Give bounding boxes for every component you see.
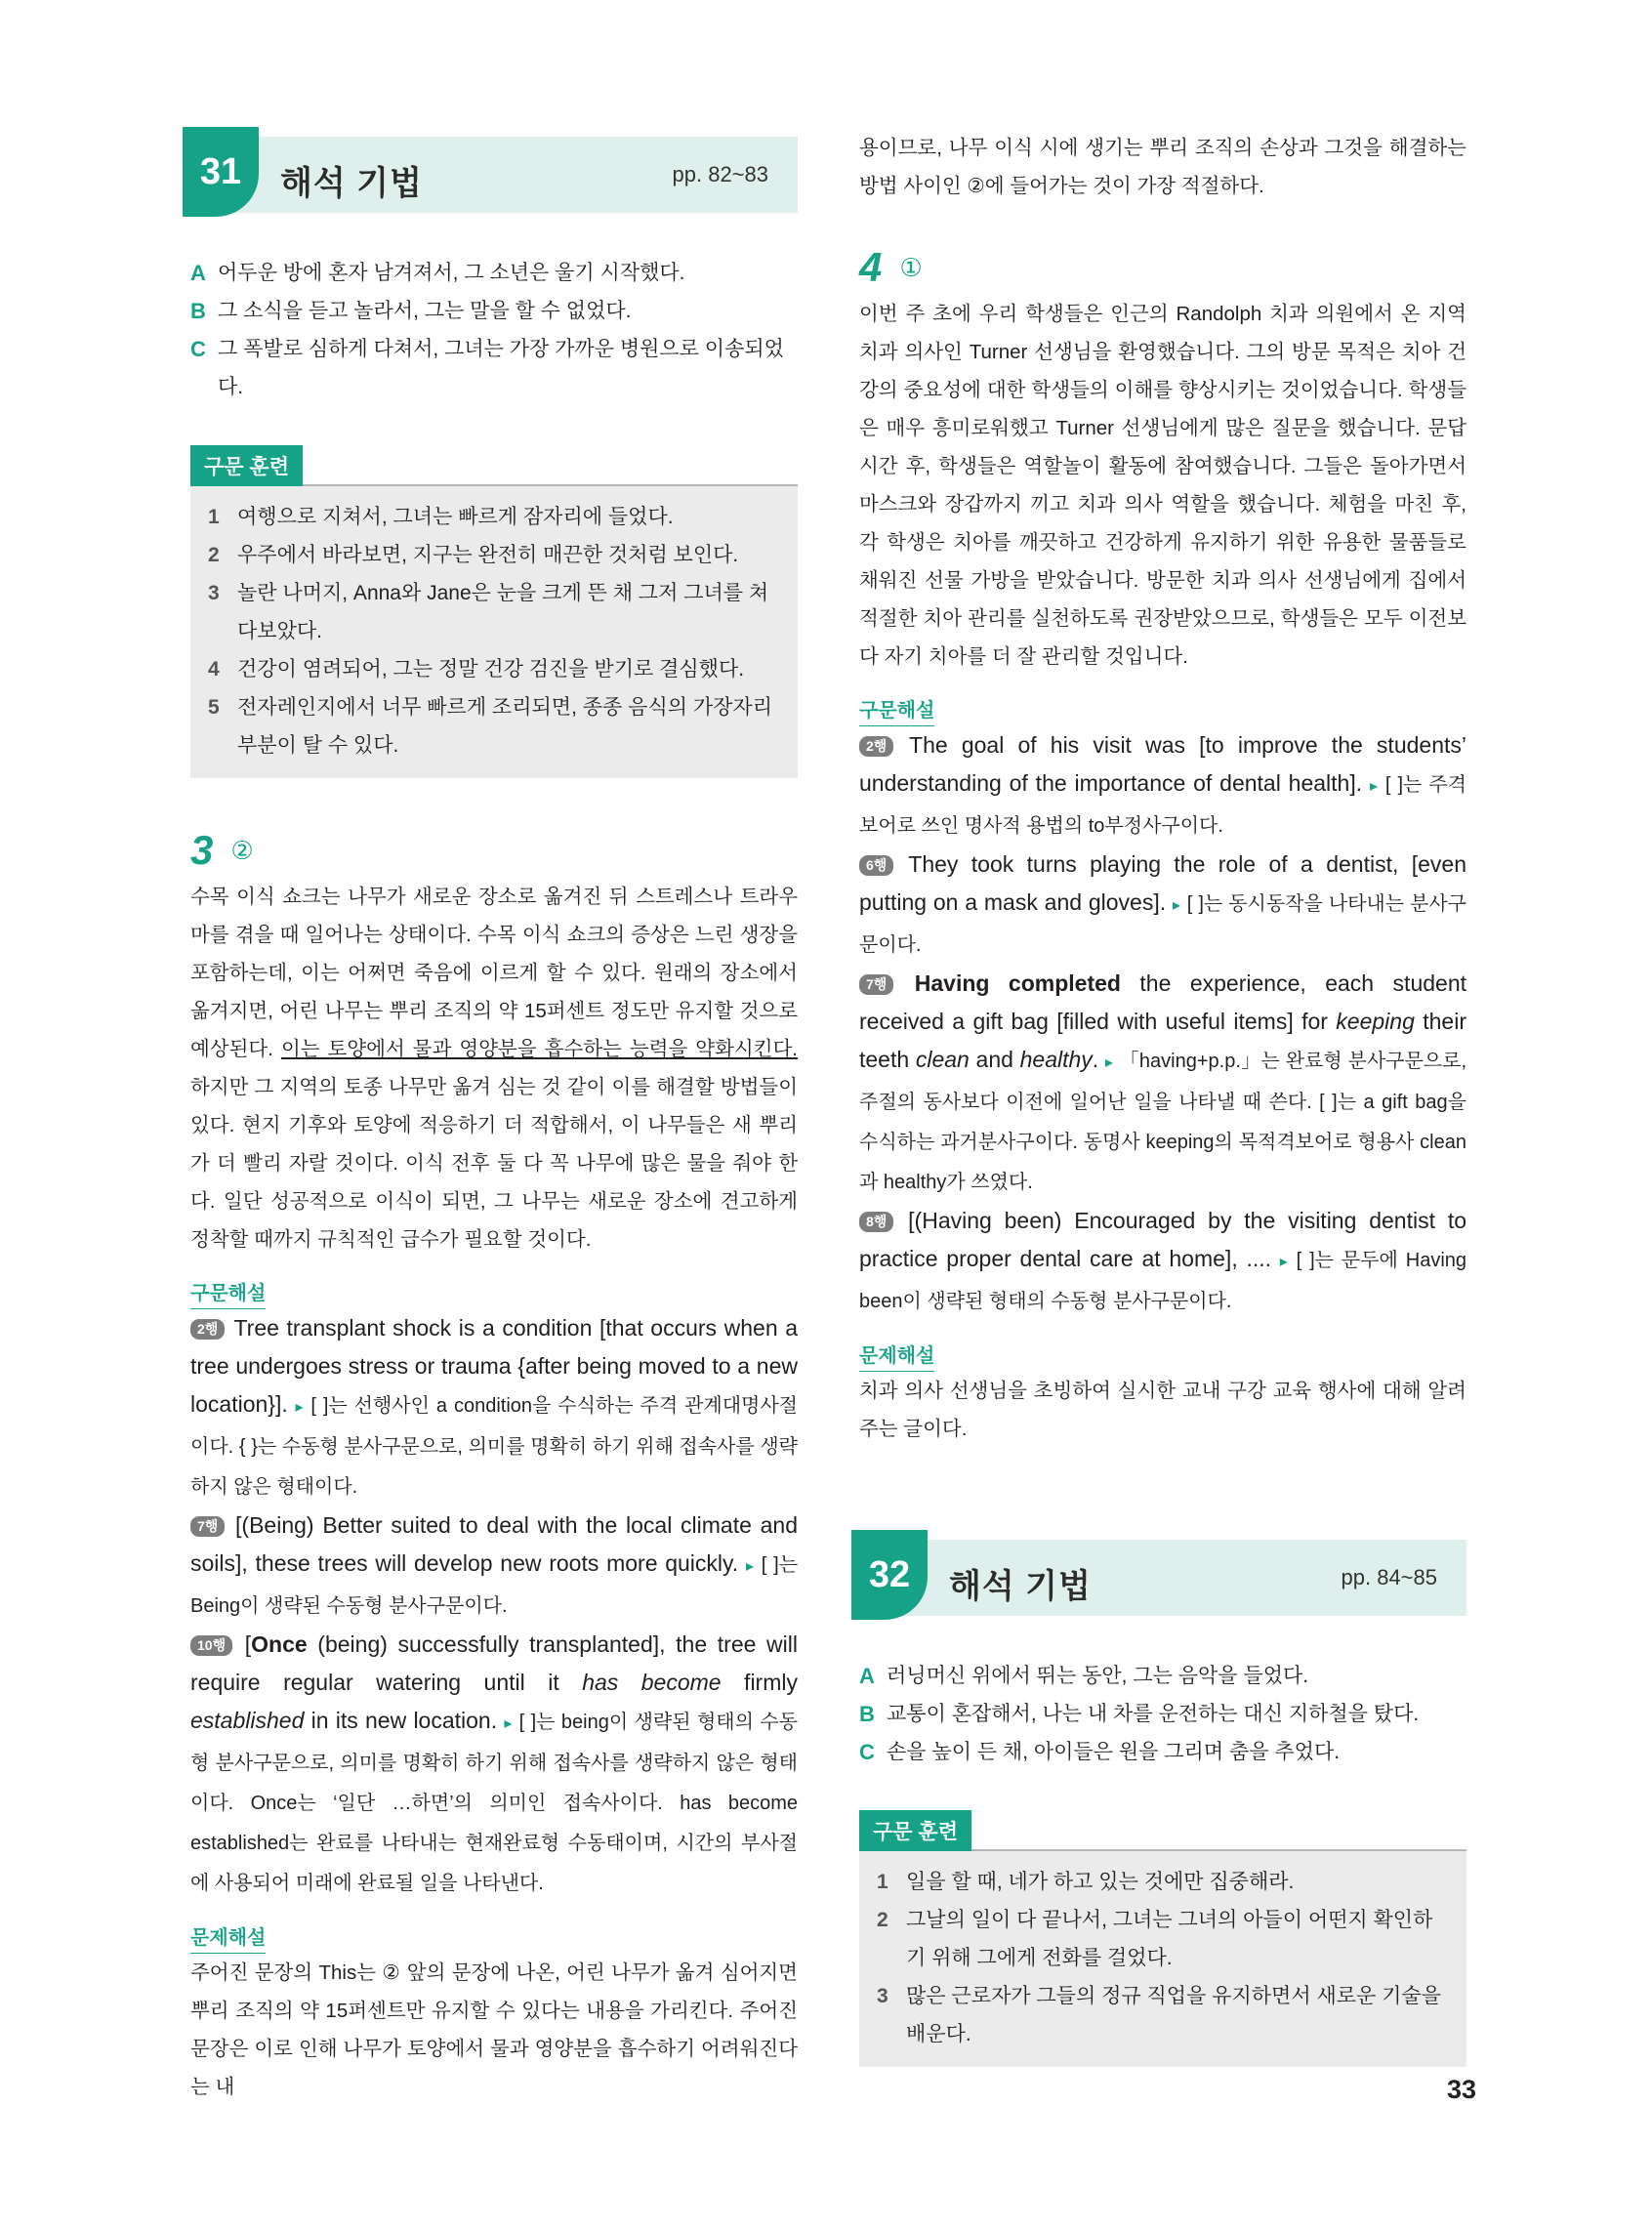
train-item: 2 그날의 일이 다 끝나서, 그녀는 그녀의 아들이 어떤지 확인하기 위해 그에게 전화를 걸었다. [877, 1909, 1433, 1969]
line-badge: 7행 [859, 974, 893, 995]
abc-item: C 손을 높이 든 채, 아이들은 원을 그리며 춤을 추었다. [859, 1740, 1341, 1764]
triangle-icon: ▸ [1279, 1254, 1288, 1270]
line-badge: 10행 [190, 1635, 232, 1656]
abc-item: A 어두운 방에 혼자 남겨져서, 그 소년은 울기 시작했다. [190, 261, 685, 285]
abc-list [859, 1657, 1466, 1771]
triangle-icon: ▸ [504, 1715, 513, 1732]
translation-paragraph: 이번 주 초에 우리 학생들은 인근의 Randolph 치과 의원에서 온 지역 치과 의사인 Turner 선생님을 환영했습니다. 그의 방문 목적은 치아 건강의 중요성에 대한 학생들의 이해를 향상시키는 것이었습니다. 학생들은 매우 흥미로워했고 Turner 선생님에게 많은 질문을 했습니다. 문답 시간 후, 학생들은 역할놀이 활동에 참여했습니다. 그들은 돌아가면서 마스크와 장갑까지 끼고 치과 의사 역할을 했습니다. 체험을 마친 후, 각 학생은 치아를 깨끗하고 건강하게 유지하기 위한 유용한 물품들로 채워진 선물 가방을 받았습니다. 방문한 치과 의사 선생님에게 집에서 적절한 치아 관리를 실천하도록 권장받았으므로, 학생들은 모두 이전보다 자기 치아를 더 잘 관리할 것입니다. [859, 303, 1466, 668]
train-item: 1 여행으로 지쳐서, 그녀는 빠르게 잠자리에 들었다. [208, 506, 674, 528]
question-number: 3 [190, 827, 214, 873]
answer-choice: ② [230, 835, 254, 865]
answer-3-heading [190, 827, 798, 874]
triangle-icon: ▸ [745, 1558, 754, 1575]
train-label: 구문 훈련 [859, 1810, 971, 1851]
triangle-icon: ▸ [295, 1399, 304, 1416]
unit-31-header [190, 137, 798, 213]
unit-number-badge: 31 [183, 127, 259, 217]
triangle-icon: ▸ [1172, 897, 1180, 914]
train-item: 5 전자레인지에서 너무 빠르게 조리되면, 종종 음식의 가장자리 부분이 탈 수 있다. [208, 696, 772, 757]
question-number: 4 [859, 244, 883, 290]
unit-title: 해석 기법 [949, 1568, 1092, 1605]
munje-label: 문제해설 [190, 1924, 266, 1954]
grammar-note: 6행 They took turns playing the role of a dentist, [even putting on a mask and gloves]. ▸ [ ]는 동시동작을 나타내는 분사구문이다. [859, 851, 1467, 956]
unit-32-header [859, 1540, 1466, 1616]
problem-explanation: 치과 의사 선생님을 초빙하여 실시한 교내 구강 교육 행사에 대해 알려 주는 글이다. [859, 1380, 1466, 1440]
line-badge: 2행 [190, 1319, 225, 1340]
continued-text: 용이므로, 나무 이식 시에 생기는 뿌리 조직의 손상과 그것을 해결하는 방법 사이인 ②에 들어가는 것이 가장 적절하다. [859, 137, 1466, 197]
train-item: 1 일을 할 때, 네가 하고 있는 것에만 집중해라. [877, 1871, 1295, 1893]
grammar-note: 8행 [(Having been) Encouraged by the visiting dentist to practice proper dental care at home], .... ▸ [ ]는 문두에 Having been이 생략된 형태의 수동형 분사구문이다. [859, 1208, 1467, 1312]
train-item: 3 많은 근로자가 그들의 정규 직업을 유지하면서 새로운 기술을 배운다. [877, 1985, 1441, 2045]
unit-pages: pp. 84~85 [1341, 1565, 1437, 1589]
train-box [859, 1849, 1466, 2067]
line-badge: 6행 [859, 855, 893, 876]
gumun-label: 구문해설 [190, 1280, 266, 1309]
underlined-sentence: 이는 토양에서 물과 영양분을 흡수하는 능력을 약화시킨다. [280, 1038, 799, 1060]
problem-explanation: 주어진 문장의 This는 ② 앞의 문장에 나온, 어린 나무가 옮겨 심어지면 뿌리 조직의 약 15퍼센트만 유지할 수 있다는 내용을 가리킨다. 주어진 문장은 이로 인해 나무가 토양에서 물과 영양분을 흡수하기 어려워진다는 내 [190, 1961, 798, 2098]
abc-item: C 그 폭발로 심하게 다쳐서, 그녀는 가장 가까운 병원으로 이송되었다. [190, 337, 784, 398]
page-number: 33 [1446, 2075, 1476, 2104]
triangle-icon: ▸ [1370, 778, 1379, 795]
train-item: 4 건강이 염려되어, 그는 정말 건강 검진을 받기로 결심했다. [208, 658, 745, 681]
grammar-note: 2행 The goal of his visit was [to improve the students’ understanding of the importance of dental health]. ▸ [ ]는 주격보어로 쓰인 명사적 용법의 to부정사구이다. [859, 732, 1467, 837]
unit-title: 해석 기법 [280, 165, 423, 202]
abc-item: A 러닝머신 위에서 뛰는 동안, 그는 음악을 들었다. [859, 1664, 1309, 1688]
left-column [190, 137, 798, 2106]
abc-item: B 그 소식을 듣고 놀라서, 그는 말을 할 수 없었다. [190, 299, 632, 323]
line-badge: 8행 [859, 1212, 893, 1232]
train-item: 3 놀란 나머지, Anna와 Jane은 눈을 크게 뜬 채 그저 그녀를 쳐다보았다. [208, 582, 769, 642]
right-column [859, 129, 1466, 2067]
grammar-note: 10행 [Once (being) successfully transplanted], the tree will require regular watering until it has become firmly established in its new location. ▸ [ ]는 being이 생략된 형태의 수동형 분사구문으로, 의미를 명확히 하기 위해 접속사를 생략하지 않은 형태이다. Once는 ‘일단 …하면’의 의미인 접속사이다. has become established는 완료를 나타내는 현재완료형 수동태이며, 시간의 부사절에 사용되어 미래에 완료될 일을 나타낸다. [190, 1631, 798, 1894]
grammar-note: 7행 [(Being) Better suited to deal with the local climate and soils], these trees will develop new roots more quickly. ▸ [ ]는 Being이 생략된 수동형 분사구문이다. [190, 1512, 799, 1617]
train-box [190, 484, 798, 778]
triangle-icon: ▸ [1104, 1054, 1113, 1071]
abc-list [190, 254, 798, 406]
line-badge: 2행 [859, 736, 893, 757]
train-item: 2 우주에서 바라보면, 지구는 완전히 매끈한 것처럼 보인다. [208, 544, 739, 566]
line-badge: 7행 [190, 1516, 225, 1537]
grammar-note: 2행 Tree transplant shock is a condition [that occurs when a tree undergoes stress or trauma {after being moved to a new location}]. ▸ [ ]는 선행사인 a condition을 수식하는 주격 관계대명사절이다. { }는 수동형 분사구문으로, 의미를 명확히 하기 위해 접속사를 생략하지 않은 형태이다. [190, 1315, 799, 1498]
unit-pages: pp. 82~83 [672, 162, 768, 186]
translation-paragraph: 수목 이식 쇼크는 나무가 새로운 장소로 옮겨진 뒤 스트레스나 트라우마를 겪을 때 일어나는 상태이다. 수목 이식 쇼크의 증상은 느린 생장을 포함하는데, 이는 어쩌면 죽음에 이르게 할 수 있다. 원래의 장소에서 옮겨지면, 어린 나무는 뿌리 조직의 약 15퍼센트 정도만 유지할 것으로 예상된다. 이는 토양에서 물과 영양분을 흡수하는 능력을 약화시킨다. 하지만 그 지역의 토종 나무만 옮겨 심는 것 같이 이를 해결할 방법들이 있다. 현지 기후와 토양에 적응하기 더 적합해서, 이 나무들은 새 뿌리가 더 빨리 자랄 것이다. 이식 전후 둘 다 꼭 나무에 많은 물을 줘야 한다. 일단 성공적으로 이식이 되면, 그 나무는 새로운 장소에 견고하게 정착할 때까지 규칙적인 급수가 필요할 것이다. [190, 886, 799, 1251]
answer-choice: ① [899, 252, 923, 282]
abc-item: B 교통이 혼잡해서, 나는 내 차를 운전하는 대신 지하철을 탔다. [859, 1702, 1420, 1726]
gumun-label: 구문해설 [859, 697, 934, 726]
unit-number-badge: 32 [851, 1530, 928, 1620]
train-label: 구문 훈련 [190, 445, 303, 486]
munje-label: 문제해설 [859, 1342, 934, 1372]
answer-4-heading [859, 244, 1466, 291]
grammar-note: 7행 Having completed the experience, each student received a gift bag [filled with useful items] for keeping their teeth clean and healthy. ▸ 「having+p.p.」는 완료형 분사구문으로, 주절의 동사보다 이전에 일어난 일을 나타낼 때 쓴다. [ ]는 a gift bag을 수식하는 과거분사구이다. 동명사 keeping의 목적격보어로 형용사 clean과 healthy가 쓰였다. [859, 970, 1467, 1193]
